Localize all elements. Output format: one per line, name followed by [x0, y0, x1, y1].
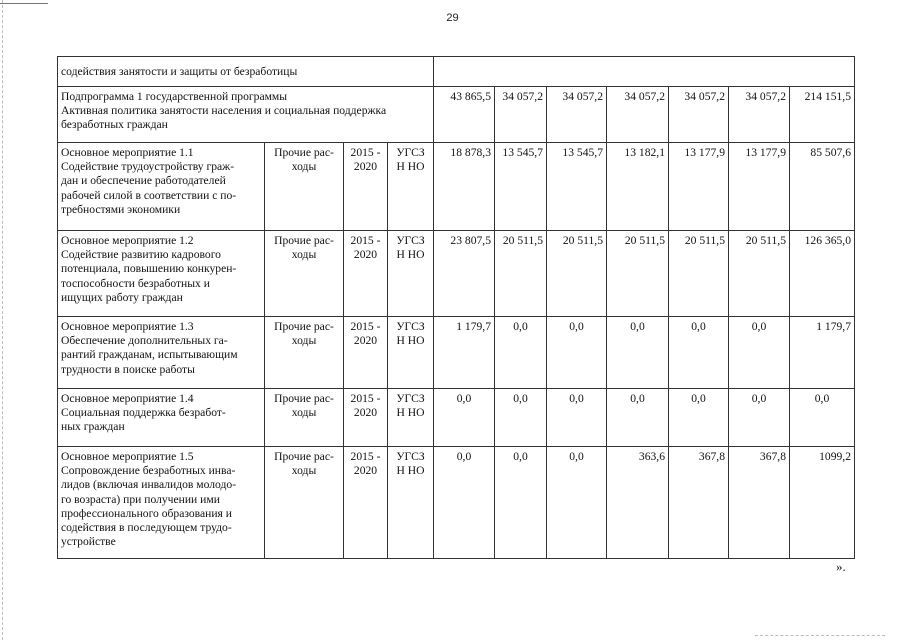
period-line: 2020 [353, 406, 378, 420]
scan-edge-mark-bottom [755, 635, 885, 636]
activity-name-line: Основное мероприятие 1.4 [61, 392, 194, 405]
activity-name-line: тоспособности безработных и [61, 276, 210, 290]
value-cell: 0,0 [434, 447, 495, 559]
table-header-row [58, 57, 855, 87]
activity-name-line: Основное мероприятие 1.2 [61, 234, 194, 247]
activity-name-line: потенциала, повышению конкурен- [61, 262, 237, 276]
period-line: 2020 [353, 464, 378, 478]
executor-cell [388, 389, 434, 447]
value-cell: 13 177,9 [669, 143, 729, 231]
executor-line: УГСЗ [396, 234, 425, 247]
period-line: 2015 - [350, 146, 381, 159]
executor-line: Н НО [396, 248, 425, 262]
executor-line: Н НО [396, 464, 425, 478]
subprogram-title-cell [58, 87, 434, 143]
value-cell: 0,0 [434, 389, 495, 447]
subprogram-value-cell: 34 057,2 [669, 87, 729, 143]
value-cell: 367,8 [669, 447, 729, 559]
period-line: 2020 [353, 248, 378, 262]
activity-name-cell [58, 143, 265, 231]
period-line: 2015 - [350, 234, 381, 247]
activity-row [58, 143, 855, 231]
activity-name-line: го возраста) при получении ими [61, 492, 220, 506]
value-cell: 20 511,5 [729, 231, 790, 317]
activity-name-line: рабочей силой в соответствии с по- [61, 188, 237, 202]
activity-name-line: профессионального образования и [61, 506, 232, 520]
value-cell: 0,0 [790, 389, 855, 447]
value-cell: 18 878,3 [434, 143, 495, 231]
header-row-values-cell [434, 57, 855, 87]
subprogram-value-cell: 34 057,2 [547, 87, 607, 143]
value-cell: 0,0 [607, 317, 669, 389]
subprogram-value-cell: 43 865,5 [434, 87, 495, 143]
subprogram-title-line: Активная политика занятости населения и социальная поддержка [61, 104, 387, 118]
activity-name-line: требностями экономики [61, 202, 181, 216]
value-cell: 13 545,7 [495, 143, 547, 231]
activity-name-line: устройстве [61, 535, 116, 549]
value-cell: 363,6 [607, 447, 669, 559]
period-cell [344, 317, 388, 389]
expense-type-cell [265, 389, 344, 447]
executor-cell [388, 231, 434, 317]
activity-name-line: трудности в поиске работы [61, 362, 195, 376]
activity-name-line: дан и обеспечение работодателей [61, 174, 226, 188]
value-cell: 20 511,5 [669, 231, 729, 317]
period-line: 2015 - [350, 450, 381, 463]
executor-cell [388, 143, 434, 231]
value-cell: 13 177,9 [729, 143, 790, 231]
executor-line: УГСЗ [396, 320, 425, 333]
subprogram-title-line: безработных граждан [61, 118, 168, 132]
activity-name-line: ных граждан [61, 420, 125, 434]
page-number: 29 [446, 12, 459, 24]
budget-table-body [58, 57, 855, 559]
activity-row [58, 231, 855, 317]
period-cell [344, 231, 388, 317]
value-cell: 20 511,5 [607, 231, 669, 317]
value-cell: 367,8 [729, 447, 790, 559]
expense-type-line: Прочие рас- [274, 320, 334, 333]
activity-name-line: Социальная поддержка безработ- [61, 406, 226, 420]
value-cell: 0,0 [495, 447, 547, 559]
period-line: 2020 [353, 334, 378, 348]
value-cell: 13 545,7 [547, 143, 607, 231]
header-row-label [58, 57, 434, 87]
activity-name-cell [58, 317, 265, 389]
expense-type-line: ходы [291, 406, 317, 420]
executor-line: Н НО [396, 160, 425, 174]
executor-line: УГСЗ [396, 392, 425, 405]
value-cell: 20 511,5 [495, 231, 547, 317]
header-row-text: содействия занятости и защиты от безработицы [61, 64, 298, 78]
activity-name-line: Сопровождение безработных инва- [61, 464, 236, 478]
subprogram-value-cell: 34 057,2 [729, 87, 790, 143]
value-cell: 1 179,7 [790, 317, 855, 389]
value-cell: 0,0 [547, 447, 607, 559]
subprogram-title-line: Подпрограмма 1 государственной программы [61, 90, 288, 103]
value-cell: 0,0 [547, 389, 607, 447]
value-cell: 1099,2 [790, 447, 855, 559]
expense-type-cell [265, 143, 344, 231]
activity-row [58, 317, 855, 389]
activity-name-line: Основное мероприятие 1.3 [61, 320, 194, 333]
budget-table [57, 56, 855, 559]
expense-type-line: Прочие рас- [274, 392, 334, 405]
expense-type-cell [265, 447, 344, 559]
value-cell: 126 365,0 [790, 231, 855, 317]
expense-type-line: ходы [291, 248, 317, 262]
executor-cell [388, 447, 434, 559]
activity-name-cell [58, 447, 265, 559]
value-cell: 1 179,7 [434, 317, 495, 389]
subprogram-value-cell: 214 151,5 [790, 87, 855, 143]
value-cell: 0,0 [495, 389, 547, 447]
value-cell: 0,0 [729, 389, 790, 447]
expense-type-cell [265, 317, 344, 389]
value-cell: 13 182,1 [607, 143, 669, 231]
activity-name-line: ищущих работу граждан [61, 290, 183, 304]
value-cell: 20 511,5 [547, 231, 607, 317]
activity-name-cell [58, 389, 265, 447]
expense-type-line: ходы [291, 464, 317, 478]
activity-row [58, 389, 855, 447]
subprogram-value-cell: 34 057,2 [495, 87, 547, 143]
period-line: 2015 - [350, 392, 381, 405]
closing-quote: ». [836, 559, 846, 574]
expense-type-line: Прочие рас- [274, 450, 334, 463]
activity-name-line: содействия в последующем трудо- [61, 521, 232, 535]
period-cell [344, 389, 388, 447]
scan-edge-mark-left [2, 0, 3, 640]
activity-name-line: Содействие развитию кадрового [61, 248, 221, 262]
value-cell: 0,0 [495, 317, 547, 389]
activity-row [58, 447, 855, 559]
period-line: 2020 [353, 160, 378, 174]
expense-type-line: Прочие рас- [274, 146, 334, 159]
activity-name-line: Содействие трудоустройству граж- [61, 160, 235, 174]
period-line: 2015 - [350, 320, 381, 333]
period-cell [344, 143, 388, 231]
value-cell: 0,0 [729, 317, 790, 389]
executor-line: УГСЗ [396, 146, 425, 159]
subprogram-row [58, 87, 855, 143]
value-cell: 85 507,6 [790, 143, 855, 231]
value-cell: 0,0 [547, 317, 607, 389]
scan-edge-mark-top [0, 3, 48, 4]
activity-name-line: Основное мероприятие 1.1 [61, 146, 194, 159]
expense-type-line: ходы [291, 160, 317, 174]
value-cell: 0,0 [669, 317, 729, 389]
activity-name-cell [58, 231, 265, 317]
expense-type-cell [265, 231, 344, 317]
subprogram-value-cell: 34 057,2 [607, 87, 669, 143]
executor-cell [388, 317, 434, 389]
expense-type-line: ходы [291, 334, 317, 348]
value-cell: 0,0 [607, 389, 669, 447]
executor-line: Н НО [396, 334, 425, 348]
executor-line: Н НО [396, 406, 425, 420]
activity-name-line: Основное мероприятие 1.5 [61, 450, 194, 463]
period-cell [344, 447, 388, 559]
activity-name-line: рантий гражданам, испытывающим [61, 348, 238, 362]
value-cell: 23 807,5 [434, 231, 495, 317]
expense-type-line: Прочие рас- [274, 234, 334, 247]
activity-name-line: лидов (включая инвалидов молодо- [61, 478, 237, 492]
value-cell: 0,0 [669, 389, 729, 447]
executor-line: УГСЗ [396, 450, 425, 463]
activity-name-line: Обеспечение дополнительных га- [61, 334, 228, 348]
